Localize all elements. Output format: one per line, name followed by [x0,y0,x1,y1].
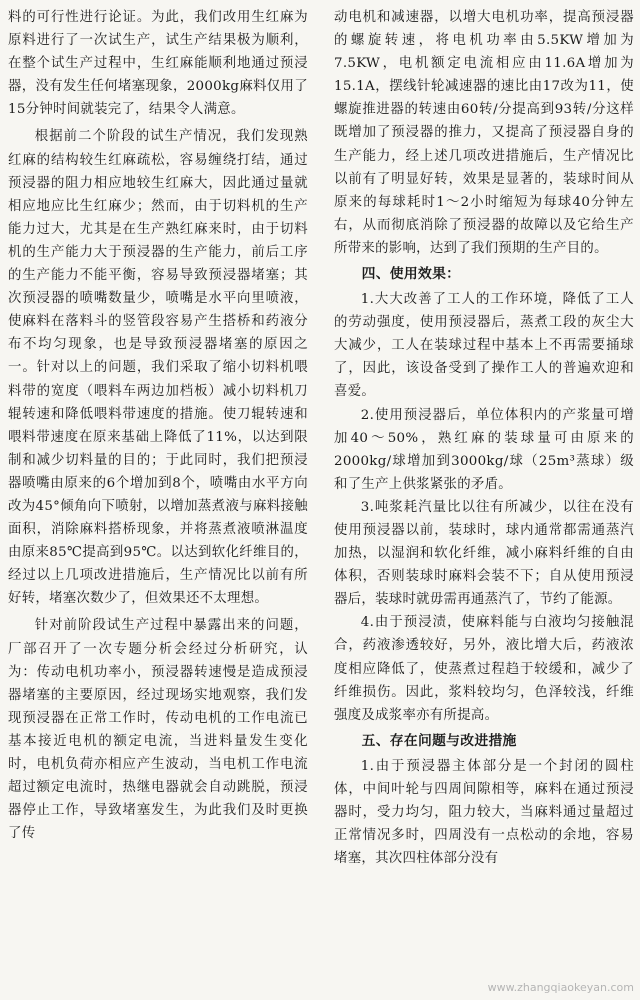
problem-item-1: 1.由于预浸器主体部分是一个封闭的圆柱体，中间叶轮与四周间隙相等，麻料在通过预浸器时，受力均匀，阻力较大，当麻料通过量超过正常情况多时，四周没有一点松动的余地，容易堵塞，其次四柱体部分没有 [334,758,634,867]
effect-item-3: 3.吨浆耗汽量比以往有所减少，以往在没有使用预浸器以前，装球时，球内通常都需通蒸汽加热，以湿润和软化纤维，减小麻料纤维的自由体积，否则装球时麻料会装不下；自从使用预浸器后，装球时就毋需再通蒸汽了，节约了能源。 [334,499,634,608]
effect-item-2: 2.使用预浸器后，单位体积内的产浆量可增加40～50%，熟红麻的装球量可由原来的2000kg/球增加到3000kg/球（25m³蒸球）级和了生产上供浆紧张的矛盾。 [334,407,634,492]
site-watermark: www.zhangqiaokeyan.com [487,981,634,994]
paragraph-problem-analysis: 根据前二个阶段的试生产情况，我们发现熟红麻的结构较生红麻疏松，容易缠绕打结，通过预浸器的阻力相应地较生红麻大，因此通过量就相应地应比生红麻少；然而，由于切料机的生产能力过大，尤其是在生产熟红麻来时，由于切料机的生产能力大于预浸器的生产能力，前后工序的生产能力不能平衡，容易导致预浸器堵塞；其次预浸器的喷嘴数量少，喷嘴是水平向里喷液，使麻料在落料斗的竖管段容易产生搭桥和药液分布不均匀现象，也是导致预浸器堵塞的原因之一。针对以上的问题，我们采取了缩小切料机喂料带的宽度（喂料车两边加档板）减小切料机刀辊转速和降低喂料带速度的措施。使刀辊转速和喂料带速度在原来基础上降低了11%，以达到限制和减少切料量的目的；于此同时，我们把预浸器喷嘴由原来的6个增加到8个，喷嘴由水平方向改为45°倾角向下喷射，以增加蒸煮液与麻料接触面积，消除麻料搭桥现象，并将蒸煮液喷淋温度由原来85℃提高到95℃。以达到软化纤维目的，经过以上几项改进措施后，生产情况比以前有所好转，堵塞次数少了，但效果还不太理想。 [8,129,308,607]
paragraph-motor-upgrade: 动电机和减速器，以增大电机功率，提高预浸器的螺旋转速，将电机功率由5.5KW增加为7.5KW，电机额定电流相应由11.6A增加为15.1A，摆线针轮减速器的速比由17改为11，使螺旋推进器的转速由60转/分提高到93转/分这样既增加了预浸器的推力，又提高了预浸器自身的生产能力，经上述几项改进措施后，生产情况比以前有了明显好转，效果是显著的，装球时间从原来的每球耗时1～2小时缩短为每球40分钟左右，从而彻底消除了预浸器的故障以及它给生产所带来的影响，达到了我们预期的生产目的。 [334,10,634,256]
effect-item-4: 4.由于预浸渍，使麻料能与白液均匀接触混合，药液渗透较好，另外，液比增大后，药液浓度相应降低了，使蒸煮过程趋于较缓和，减少了纤维损伤。因此，浆料较均匀，色泽较浅，纤维强度及成浆率亦有所提高。 [334,615,634,723]
right-column [334,6,634,870]
paragraph-motor-analysis: 针对前阶段试生产过程中暴露出来的问题，厂部召开了一次专题分析会经过分析研究，认为：传动电机功率小，预浸器转速慢是造成预浸器堵塞的主要原因，经过现场实地观察，我们发现预浸器在正常工作时，传动电机的工作电流已基本接近电机的额定电流，当进料量发生变化时，电机负荷亦相应产生波动，当电机工作电流超过额定电流时，热继电器就会自动跳脱，预浸器停止工作，导致堵塞发生，为此我们及时更换了传 [8,618,308,842]
section-heading-problems: 五、存在问题与改进措施 [361,732,517,749]
section-heading-effects: 四、使用效果： [361,266,461,283]
left-column [8,6,308,845]
paragraph-feasibility-trial: 料的可行性进行论证。为此，我们改用生红麻为原料进行了一次试生产，试生产结果极为顺利，在整个试生产过程中，生红麻能顺利地通过预浸器，没有发生任何堵塞现象，2000kg麻料仅用了15分钟时间就装完了，结果令人满意。 [8,10,308,118]
effect-item-1: 1.大大改善了工人的工作环境，降低了工人的劳动强度，使用预浸器后，蒸煮工段的灰尘大大减少，工人在装球过程中基本上不再需要捅球了，因此，该设备受到了操作工人的普遍欢迎和喜爱。 [334,292,634,400]
